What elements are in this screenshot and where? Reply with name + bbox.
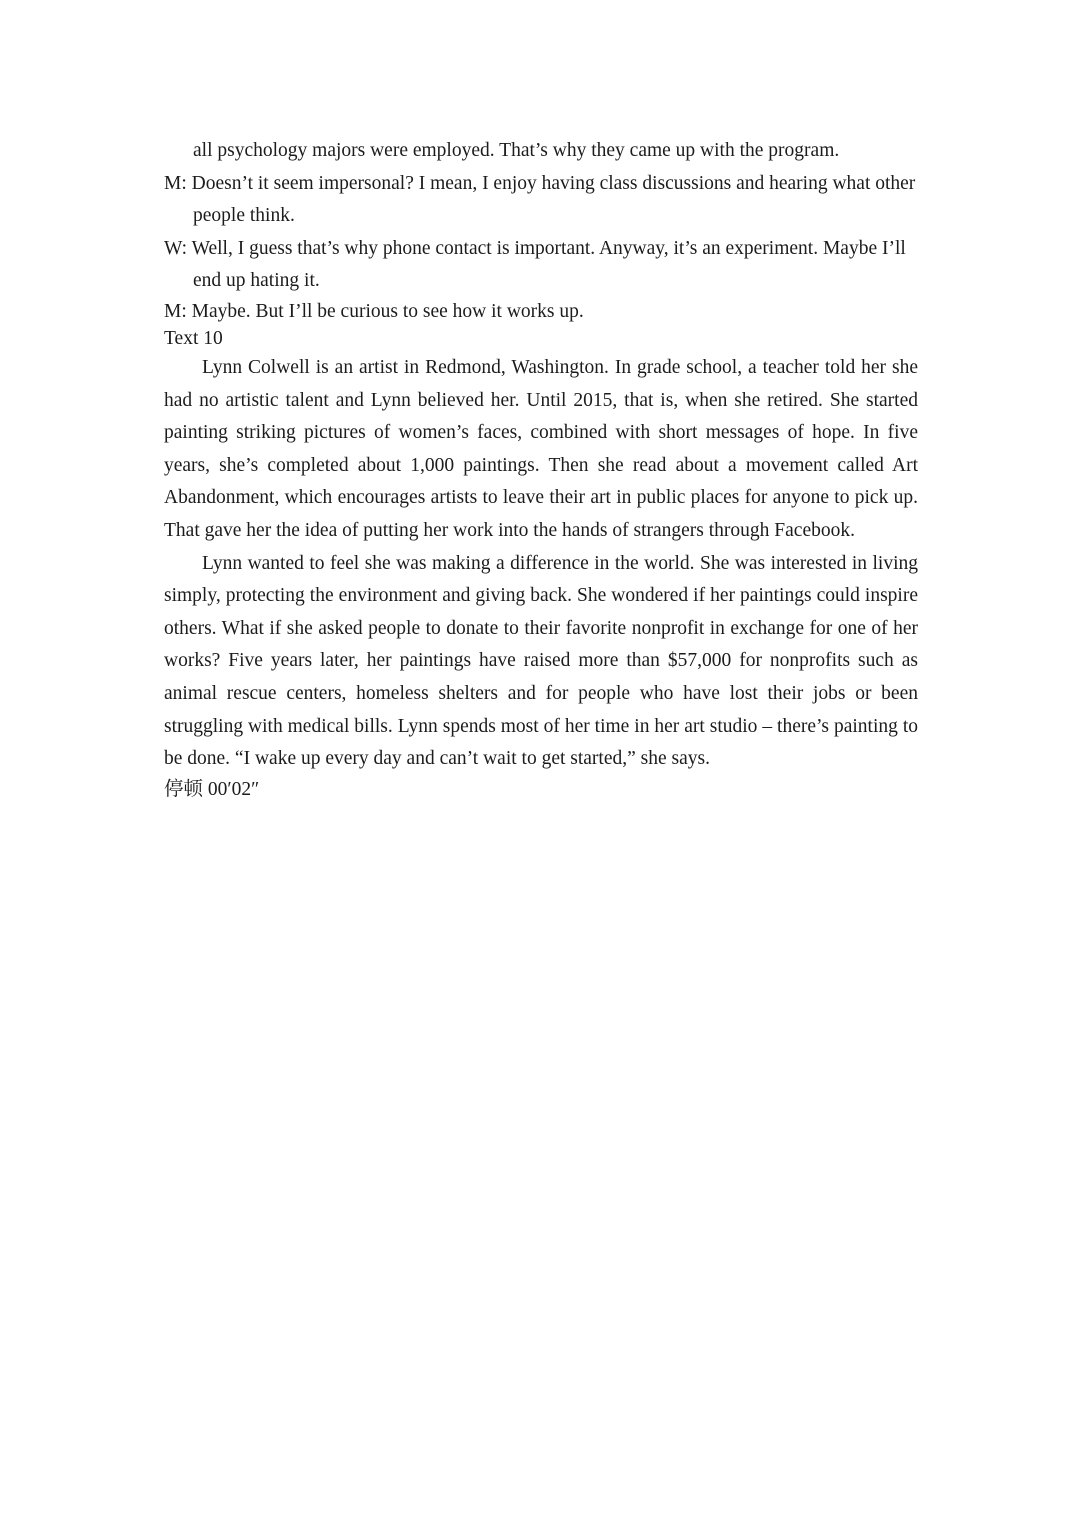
pause-marker: 停顿 00′02″ <box>164 778 260 800</box>
paragraph-2: Lynn wanted to feel she was making a difference in the world. She was interested in living simply, protecting the environment and giving back. She wondered if her paintings could inspire others. What if she asked people to donate to their favorite nonprofit in exchange for one of her works? Five years later, her paintings have raised more than $57,000 for nonprofits such as animal rescue centers, homeless shelters and for people who have lost their jobs or been struggling with medical bills. Lynn spends most of her time in her art studio – there’s painting to be done. “I wake up every day and can’t wait to get started,” she says. <box>164 552 918 770</box>
document-page <box>164 135 918 803</box>
paragraph-1: Lynn Colwell is an artist in Redmond, Washington. In grade school, a teacher told her she had no artistic talent and Lynn believed her. Until 2015, that is, when she retired. She started painting striking pictures of women’s faces, combined with short messages of hope. In five years, she’s completed about 1,000 paintings. Then she read about a movement called Art Abandonment, which encourages artists to leave their art in public places for anyone to pick up. That gave her the idea of putting her work into the hands of strangers through Facebook. <box>164 356 918 541</box>
dialogue-continuation: all psychology majors were employed. That’s why they came up with the program. <box>193 140 840 161</box>
section-title: Text 10 <box>164 327 223 349</box>
dialogue-line-m: M: Doesn’t it seem impersonal? I mean, I enjoy having class discussions and hearing what other people think. <box>164 172 916 227</box>
dialogue-line-w: W: Well, I guess that’s why phone contact is important. Anyway, it’s an experiment. Maybe I’ll end up hating it. <box>164 237 906 292</box>
dialogue-line-m-2: M: Maybe. But I’ll be curious to see how it works up. <box>164 300 584 322</box>
